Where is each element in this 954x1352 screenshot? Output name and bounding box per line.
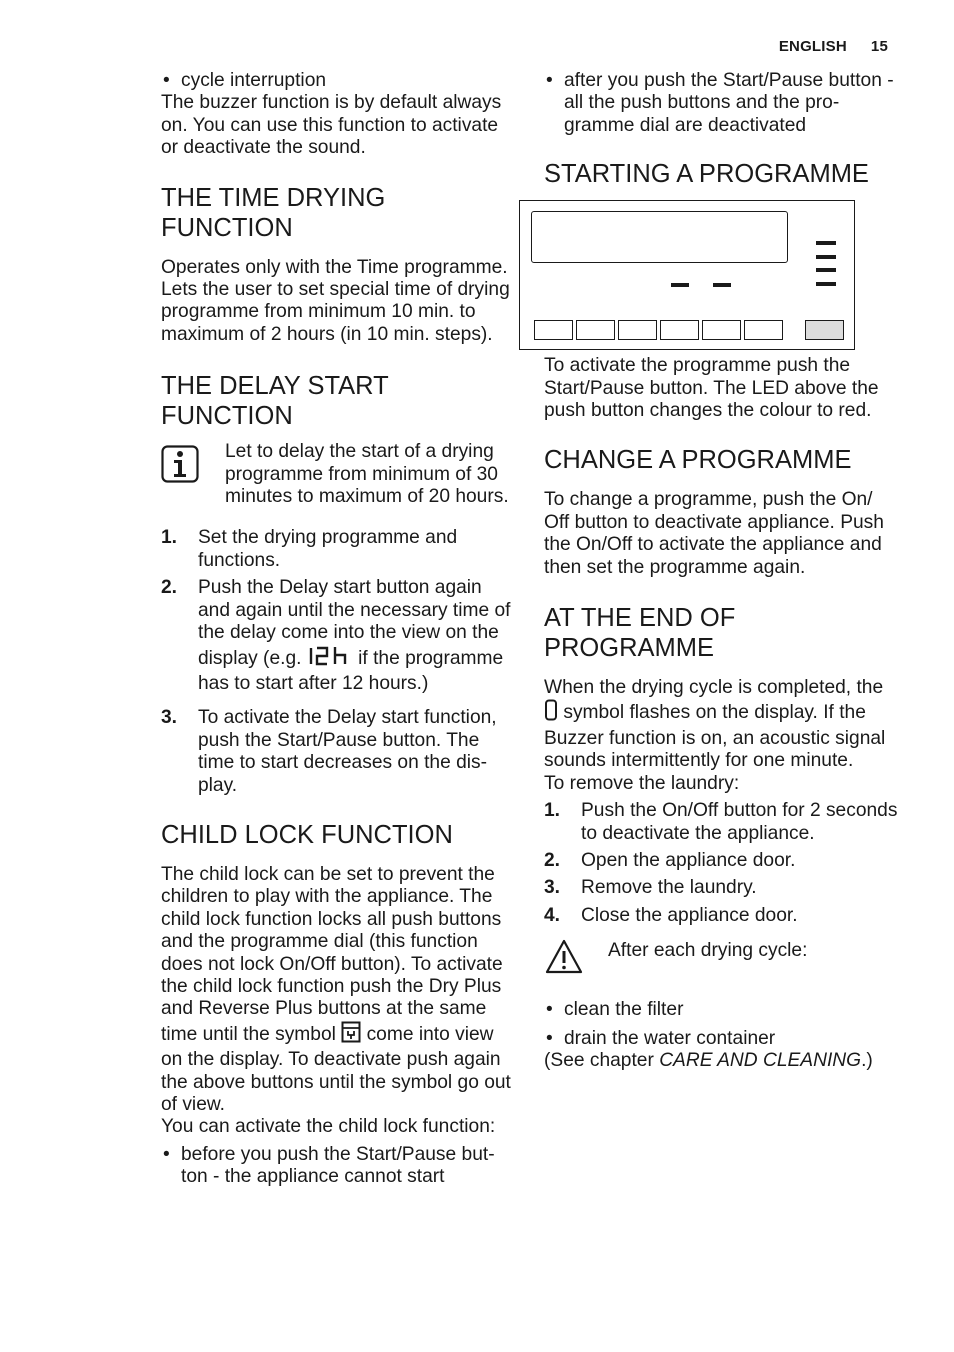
time-drying-heading: THE TIME DRYING FUNCTION: [161, 183, 386, 242]
list-item: 3. To activate the Delay start function, push the Start/Pause button. The time to start decreases on the display.: [161, 707, 497, 796]
buzzer-paragraph: The buzzer function is by default always on. You can use this function to activate or deactivate the sound.: [161, 92, 502, 159]
display-dash: [713, 283, 731, 287]
indicator-led: [816, 268, 836, 272]
display-dash: [671, 283, 689, 287]
list-item: 2. Push the Delay start button again and again until the necessary time of the delay come into the view on the display (e.g. if the programme has to start after 12 hours.): [161, 577, 511, 694]
list-item: 3. Remove the laundry.: [544, 877, 757, 899]
info-note: [161, 441, 513, 508]
indicator-led: [816, 282, 836, 286]
panel-push-button: [534, 320, 573, 340]
end-programme-heading: AT THE END OF PROGRAMME: [544, 604, 736, 663]
child-lock-can-text: You can activate the child lock function:: [161, 1116, 496, 1138]
list-item: • cycle interruption: [161, 70, 513, 92]
right-column: [544, 70, 899, 1072]
list-item: • clean the filter: [544, 999, 899, 1021]
header-language: ENGLISH: [778, 38, 847, 55]
time-drying-paragraph: Operates only with the Time programme. Lets the user to set special time of drying programme from minimum 10 min. to maximum of 2 hours (in 10 min. steps).: [161, 256, 510, 345]
start-pause-button: [805, 320, 844, 340]
end-paragraph: When the drying cycle is completed, the symbol flashes on the display. If the Buzzer function is on, an acoustic signal sounds intermittently for one minute.: [544, 677, 886, 772]
control-panel-illustration: [519, 200, 855, 350]
left-column: [161, 70, 513, 1189]
warning-triangle-icon: [544, 938, 584, 981]
child-lock-paragraph: The child lock can be set to prevent the children to play with the appliance. The child lock function locks all push buttons and the programme dial (this function does not lock On/Off button). To activate the child lock function push the Dry Plus and Reverse Plus buttons at the same time until the symbol come into view on the display. To deactivate push again the above buttons until the symbol go out of view.: [161, 863, 511, 1115]
page-number: 15: [870, 38, 888, 55]
panel-push-button: [618, 320, 657, 340]
chapter-reference: CARE AND CLEANING: [659, 1049, 862, 1071]
info-icon: [161, 445, 199, 488]
list-item: 2. Open the appliance door.: [544, 849, 796, 871]
panel-push-button: [744, 320, 783, 340]
list-item: 1. Set the drying programme and functions.: [161, 527, 458, 571]
warning-text: After each drying cycle:: [608, 940, 808, 962]
list-item: 1. Push the On/Off button for 2 seconds to deactivate the appliance.: [544, 800, 898, 844]
child-lock-icon: [341, 1021, 361, 1049]
list-item: 4. Close the appliance door.: [544, 904, 798, 926]
remove-laundry-text: To remove the laundry:: [544, 772, 740, 794]
list-item: • before you push the Start/Pause button - the appliance cannot start: [161, 1144, 513, 1189]
door-symbol-icon: [544, 699, 558, 727]
change-programme-heading: CHANGE A PROGRAMME: [544, 446, 852, 475]
panel-push-button: [660, 320, 699, 340]
panel-push-button: [702, 320, 741, 340]
starting-paragraph: To activate the programme push the Start/Pause button. The LED above the push button changes the colour to red.: [544, 355, 879, 422]
delay-start-heading: THE DELAY START FUNCTION: [161, 372, 389, 431]
starting-programme-heading: STARTING A PROGRAMME: [544, 160, 869, 189]
list-item: • drain the water container: [544, 1028, 899, 1050]
list-item: • after you push the Start/Pause button - all the push buttons and the programme dial are deactivated: [544, 70, 899, 137]
change-paragraph: To change a programme, push the On/ Off button to deactivate appliance. Push the On/Off to activate the appliance and then set the programme again.: [544, 489, 884, 578]
child-lock-heading: CHILD LOCK FUNCTION: [161, 820, 453, 849]
see-chapter-text: (See chapter CARE AND CLEANING.): [544, 1049, 873, 1071]
display-screen: [531, 211, 788, 263]
indicator-led: [816, 255, 836, 259]
panel-push-button: [576, 320, 615, 340]
delay-note-text: Let to delay the start of a drying programme from minimum of 30 minutes to maximum of 20 hours.: [225, 441, 509, 508]
warning-note: [544, 940, 899, 992]
page-header: [779, 38, 888, 55]
delay-12h-display-icon: [307, 645, 353, 673]
indicator-led: [816, 241, 836, 245]
